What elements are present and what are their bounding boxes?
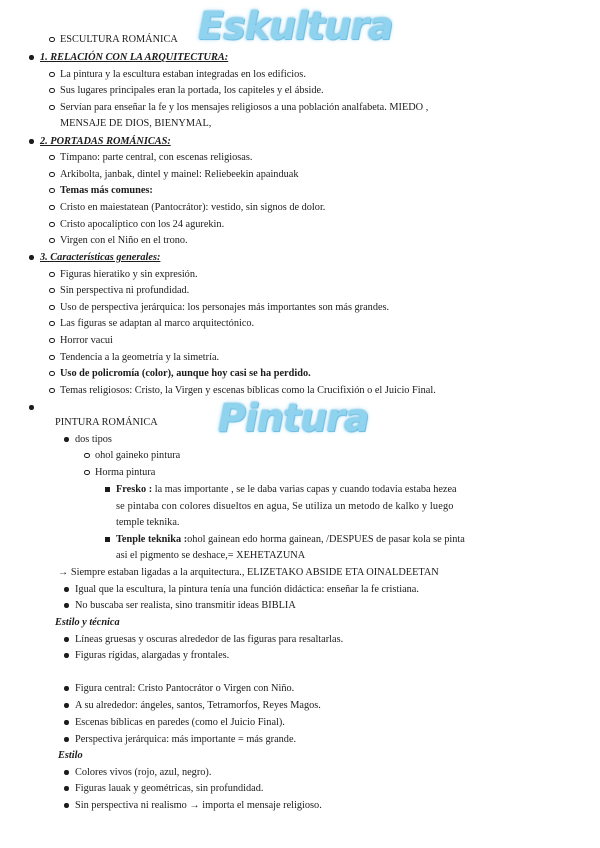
list-item: Figuras hieratiko y sin expresión. — [60, 269, 198, 280]
list-item: Cristo apocalíptico con los 24 agurekin. — [60, 219, 225, 230]
list-item: Figuras lauak y geométricas, sin profundidad. — [75, 783, 264, 794]
list-item: Horma pintura — [95, 467, 156, 478]
list-item: Servían para enseñar la fe y los mensajes religiosos a una población analfabeta. MIEDO , — [60, 102, 429, 113]
fresko-text-cont: temple teknika. — [116, 517, 180, 528]
temple-label: Tenple teknika : — [116, 534, 188, 545]
list-item-continuation: MENSAJE DE DIOS, BIENYMAL, — [60, 118, 212, 129]
list-item: Temas más comunes: — [60, 185, 153, 196]
arrow-line: → Siempre estaban ligadas a la arquitectura., ELIZETAKO ABSIDE ETA OINALDEETAN — [58, 567, 439, 578]
list-item: Colores vivos (rojo, azul, negro). — [75, 767, 212, 778]
temple-item — [116, 533, 465, 546]
list-item: Igual que la escultura, la pintura tenía una función didáctica: enseñar la fe cristiana. — [75, 584, 419, 595]
fresko-text: la mas importante , se le daba varias capas y cuando todavia estaba hezea — [154, 484, 457, 495]
list-item: Tímpano: parte central, con escenas religiosas. — [60, 152, 253, 163]
list-item: Arkibolta, janbak, dintel y mainel: Reliebeekin apainduak — [60, 169, 299, 180]
list-item: Figuras rígidas, alargadas y frontales. — [75, 650, 230, 661]
section-heading: 1. RELACIÓN CON LA ARQUITECTURA: — [40, 52, 229, 63]
pintura-title: Pintura — [218, 396, 369, 440]
subheading: Estilo — [58, 750, 83, 761]
list-item: Perspectiva jerárquica: más importante = más grande. — [75, 734, 297, 745]
list-item: Las figuras se adaptan al marco arquitectónico. — [60, 318, 255, 329]
temple-text-cont: asi el pigmento se deshace,= XEHETAZUNA — [116, 550, 306, 561]
list-item: Temas religiosos: Cristo, la Virgen y escenas bíblicas como la Crucifixión o el Juicio Final. — [60, 385, 436, 396]
list-item: Uso de perspectiva jerárquica: los personajes más importantes son más grandes. — [60, 302, 390, 313]
list-item: La pintura y la escultura estaban integradas en los edificios. — [60, 69, 306, 80]
list-item: Figura central: Cristo Pantocrátor o Virgen con Niño. — [75, 683, 295, 694]
list-item: Horror vacui — [60, 335, 113, 346]
list-item: Uso de policromía (color), aunque hoy casi se ha perdido. — [60, 368, 311, 379]
list-item: dos tipos — [75, 434, 112, 445]
list-item: Virgen con el Niño en el trono. — [60, 235, 188, 246]
section-heading: 3. Características generales: — [40, 252, 161, 263]
fresko-label: Fresko : — [116, 484, 153, 495]
list-item: Cristo en maiestatean (Pantocrátor): vestido, sin signos de dolor. — [60, 202, 326, 213]
list-item: ohol gaineko pintura — [95, 450, 181, 461]
temple-text: ohol gainean edo horma gainean, /DESPUES de pasar kola se pinta — [187, 534, 465, 545]
list-item: Sus lugares principales eran la portada, los capiteles y el ábside. — [60, 85, 324, 96]
list-item: Escenas bíblicas en paredes (como el Juicio Final). — [75, 717, 285, 728]
empty-bullet — [40, 401, 50, 414]
eskultura-title: Eskultura — [198, 4, 393, 48]
list-item: Sin perspectiva ni realismo → importa el mensaje religioso. — [75, 800, 322, 811]
pintura-heading: PINTURA ROMÁNICA — [55, 417, 158, 428]
fresko-item — [116, 483, 457, 496]
list-item: No buscaba ser realista, sino transmitir ideas BIBLIA — [75, 600, 296, 611]
list-item: A su alrededor: ángeles, santos, Tetramorfos, Reyes Magos. — [75, 700, 321, 711]
list-item: ESCULTURA ROMÁNICA — [60, 34, 178, 45]
list-item: Tendencia a la geometría y la simetría. — [60, 352, 220, 363]
fresko-text-cont: se pintaba con colores disueltos en agua, Se utiliza un metodo de kalko y luego — [116, 501, 454, 512]
subheading: Estilo y técnica — [55, 617, 120, 628]
list-item: Líneas gruesas y oscuras alrededor de las figuras para resaltarlas. — [75, 634, 344, 645]
list-item: Sin perspectiva ni profundidad. — [60, 285, 190, 296]
section-heading: 2. PORTADAS ROMÁNICAS: — [40, 136, 171, 147]
